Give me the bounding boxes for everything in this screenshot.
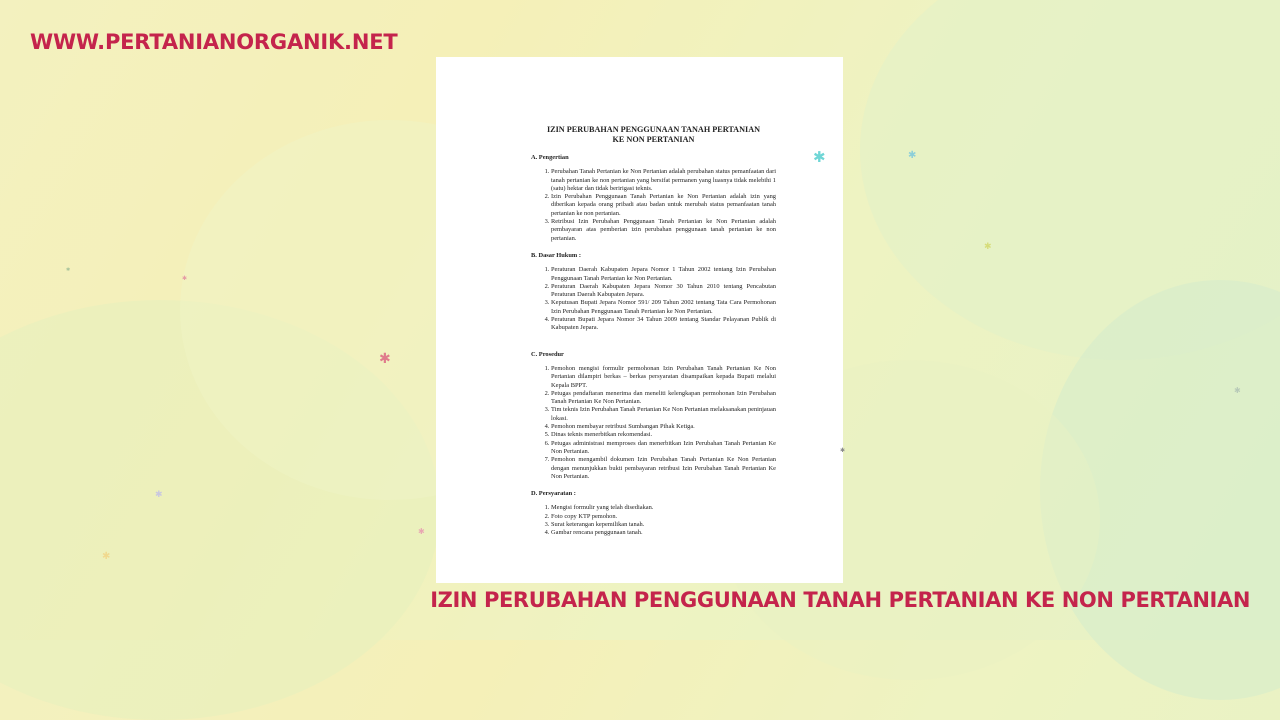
section-c-heading: C. Prosedur (531, 350, 564, 358)
section-d-list (531, 504, 776, 537)
star-icon: ✱ (379, 351, 391, 367)
site-url[interactable]: WWW.PERTANIANORGANIK.NET (30, 30, 398, 54)
document-title-line1: IZIN PERUBAHAN PENGGUNAAN TANAH PERTANIAN (546, 125, 761, 134)
list-item: 3. Keputusan Bupati Jepara Nomor 591/ 209 Tahun 2002 tentang Tata Cara Permohonan Izin Perubahan Penggunaan Tanah Pertanian ke Non Pertanian. (551, 299, 776, 316)
list-item: 1. Peraturan Daerah Kabupaten Jepara Nomor 1 Tahun 2002 tentang Izin Perubahan Penggunaan Tanah Pertanian ke Non Pertanian. (551, 266, 776, 283)
list-item: 3. Retribusi Izin Perubahan Penggunaan Tanah Pertanian ke Non Pertanian adalah pembayaran atas pemberian izin perubahan penggunaan tanah pertanian ke non pertanian. (551, 218, 776, 243)
section-b-list (531, 266, 776, 332)
list-item: 2. Izin Perubahan Penggunaan Tanah Pertanian ke Non Pertanian adalah izin yang diberikan kepada orang pribadi atau badan untuk merubah status pemanfaatan tanah pertanian ke non pertanian. (551, 193, 776, 218)
document-page (436, 57, 846, 583)
list-item: 4. Peraturan Bupati Jepara Nomor 34 Tahun 2009 tentang Standar Pelayanan Publik di Kabupaten Jepara. (551, 316, 776, 333)
list-item: 6. Petugas administrasi memproses dan menerbitkan Izin Perubahan Tanah Pertanian Ke Non Pertanian. (551, 440, 776, 457)
document-title (531, 125, 776, 145)
star-icon: ✱ (418, 527, 425, 536)
document-body (531, 125, 776, 538)
section-d-heading: D. Persyaratan : (531, 490, 576, 498)
list-item: 1. Pemohon mengisi formulir permohonan Izin Perubahan Tanah Pertanian Ke Non Pertanian dilampiri berkas – berkas persyaratan disampaikan kepada Bupati melalui Kepala BPPT. (551, 365, 776, 390)
star-icon: ✱ (813, 148, 826, 166)
list-item: 1. Mengisi formulir yang telah disediakan. (551, 504, 776, 512)
star-icon: ✱ (102, 551, 111, 562)
list-item: 4. Pemohon membayar retribusi Sumbangan Pihak Ketiga. (551, 423, 776, 431)
star-icon: ✱ (840, 447, 846, 454)
list-item: 2. Foto copy KTP pemohon. (551, 513, 776, 521)
star-icon: ✱ (1234, 386, 1241, 395)
star-icon: ✱ (66, 267, 71, 273)
caption-title: IZIN PERUBAHAN PENGGUNAAN TANAH PERTANIAN KE NON PERTANIAN (430, 588, 1250, 612)
list-item: 3. Surat keterangan kepemilikan tanah. (551, 521, 776, 529)
list-item: 1. Perubahan Tanah Pertanian ke Non Pertanian adalah perubahan status pemanfaatan dari tanah pertanian ke non pertanian yang bersifat permanen yang luasnya tidak melebihi 1 (satu) hektar dan tidak beririgasi teknis. (551, 168, 776, 193)
list-item: 2. Petugas pendaftaran menerima dan meneliti kelengkapan permohonan Izin Perubahan Tanah Pertanian Ke Non Pertanian. (551, 390, 776, 407)
list-item: 7. Pemohon mengambil dokumen Izin Perubahan Tanah Pertanian Ke Non Pertanian dengan menunjukkan bukti pembayaran retribusi Izin Perubahan Tanah Pertanian Ke Non Pertanian. (551, 456, 776, 481)
section-c-list (531, 365, 776, 481)
section-a-list (531, 168, 776, 243)
star-icon: ✱ (155, 490, 163, 500)
document-title-line2: KE NON PERTANIAN (612, 135, 695, 144)
star-icon: ✱ (182, 275, 188, 282)
star-icon: ✱ (984, 242, 992, 252)
star-icon: ✱ (908, 150, 917, 161)
section-b-heading: B. Dasar Hukum : (531, 251, 581, 259)
list-item: 5. Dinas teknis menerbitkan rekomendasi. (551, 431, 776, 439)
list-item: 3. Tim teknis Izin Perubahan Tanah Pertanian Ke Non Pertanian melaksanakan peninjauan lokasi. (551, 406, 776, 423)
section-a-heading: A. Pengertian (531, 154, 569, 161)
list-item: 4. Gambar rencana penggunaan tanah. (551, 529, 776, 537)
list-item: 2. Peraturan Daerah Kabupaten Jepara Nomor 30 Tahun 2010 tentang Pencabutan Peraturan Daerah Kabupaten Jepara. (551, 283, 776, 300)
